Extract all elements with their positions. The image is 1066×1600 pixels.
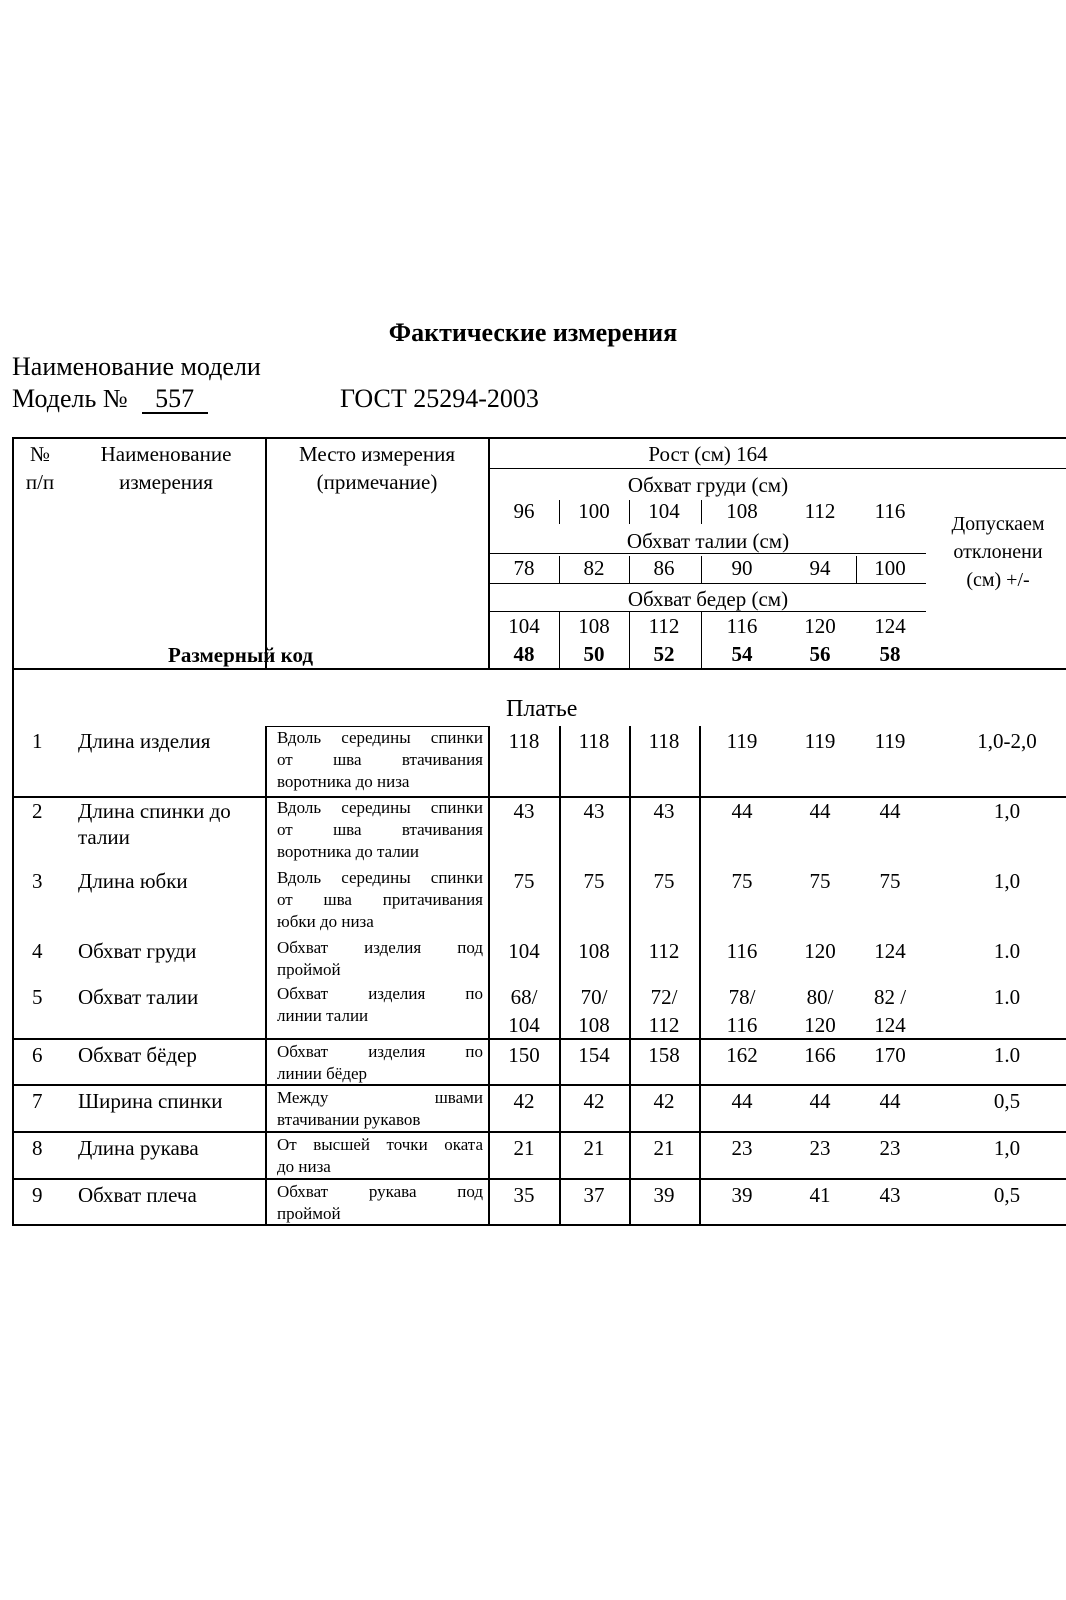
row-value: 44 [809,799,831,823]
row-tolerance: 1,0-2,0 [977,729,1037,753]
row-note: Вдоль середины спинки от шва втачивания воротника до талии [277,798,483,861]
size-code: 52 [653,642,675,666]
row-note: От высшей точки оката до низа [277,1135,483,1176]
row-value: 44 [879,1089,901,1113]
row-tolerance: 0,5 [993,1183,1021,1207]
row-tolerance: 0,5 [993,1089,1021,1113]
row-value: 104 [508,939,540,963]
waist-value: 86 [653,556,675,580]
hips-value: 124 [874,614,906,638]
row-value: 75 [583,869,605,893]
size-code: 54 [731,642,753,666]
header-num: № п/п [25,442,55,494]
row-note: Обхват рукава под проймой [277,1182,483,1223]
header-waist: Обхват талии (см) [626,529,790,553]
row-value: 41 [809,1183,831,1207]
row-separator [265,726,489,727]
row-note: Между швами втачивании рукавов [277,1088,483,1129]
row-value: 42 [583,1089,605,1113]
column-divider [488,726,490,1224]
row-separator [12,1038,1066,1040]
standard-label: ГОСТ 25294-2003 [340,384,539,413]
column-divider [559,726,561,1224]
row-note: Обхват изделия под проймой [277,938,483,979]
row-tolerance: 1.0 [993,939,1021,963]
row-value: 112 [648,1013,680,1037]
chest-value: 96 [513,499,535,523]
waist-value: 78 [513,556,535,580]
row-value: 43 [513,799,535,823]
row-value: 21 [583,1136,605,1160]
row-value: 104 [508,1013,540,1037]
row-value: 44 [879,799,901,823]
row-value: 112 [648,939,680,963]
row-value: 162 [726,1043,758,1067]
row-value: 44 [809,1089,831,1113]
chest-value: 108 [726,499,758,523]
row-note: Вдоль середины спинки от шва втачивания воротника до низа [277,728,483,791]
row-value: 108 [578,1013,610,1037]
row-value: 42 [513,1089,535,1113]
table-bottom-border [12,1224,1066,1226]
header-tolerance: Допускаем отклонени (см) +/- [951,513,1045,591]
hips-value: 104 [508,614,540,638]
row-value: 37 [583,1183,605,1207]
row-number: 4 [32,939,43,963]
row-value: 44 [731,1089,753,1113]
row-value: 72/ [650,985,678,1009]
chest-value: 104 [648,499,680,523]
row-tolerance: 1,0 [993,1136,1021,1160]
waist-value: 82 [583,556,605,580]
page-title: Фактические измерения [388,318,678,347]
row-value: 158 [648,1043,680,1067]
row-value: 44 [731,799,753,823]
row-value: 23 [731,1136,753,1160]
row-measurement-name: Обхват плеча [78,1183,197,1207]
row-value: 75 [879,869,901,893]
row-measurement-name: Длина юбки [78,869,188,893]
row-value: 23 [879,1136,901,1160]
size-code: 58 [879,642,901,666]
header-place: Место измерения (примечание) [298,442,455,494]
row-value: 116 [726,939,758,963]
row-measurement-name: Длина изделия [78,729,211,753]
hips-value: 120 [804,614,836,638]
row-tolerance: 1,0 [993,799,1021,823]
row-measurement-name: Ширина спинки [78,1089,223,1113]
row-separator [12,1084,1066,1086]
row-number: 6 [32,1043,43,1067]
header-hips: Обхват бедер (см) [627,587,789,611]
row-separator [12,796,1066,798]
row-value: 120 [804,939,836,963]
row-value: 108 [578,939,610,963]
table-left-border [12,437,14,1225]
row-value: 43 [879,1183,901,1207]
row-number: 5 [32,985,43,1009]
row-value: 118 [648,729,680,753]
header-height: Рост (см) 164 [648,442,768,466]
header-measurement-name: Наименование измерения [100,442,232,494]
chest-value: 100 [578,499,610,523]
size-code: 48 [513,642,535,666]
model-number-value: 557 [142,386,208,414]
row-note: Вдоль середины спинки от шва притачивания юбки до низа [277,868,483,931]
chest-value: 116 [874,499,906,523]
row-note: Обхват изделия по линии талии [277,984,483,1025]
hips-value: 108 [578,614,610,638]
row-value: 124 [874,939,906,963]
row-value: 120 [804,1013,836,1037]
header-chest: Обхват груди (см) [627,473,789,497]
row-value: 80/ [806,985,834,1009]
row-value: 75 [731,869,753,893]
waist-value: 90 [731,556,753,580]
row-value: 118 [578,729,610,753]
waist-value: 94 [809,556,831,580]
row-value: 39 [653,1183,675,1207]
header-size-code: Размерный код [168,643,313,667]
row-number: 8 [32,1136,43,1160]
row-value: 118 [508,729,540,753]
row-measurement-name: Обхват бёдер [78,1043,197,1067]
row-number: 2 [32,799,43,823]
model-number-label: Модель № [12,384,128,413]
row-number: 1 [32,729,43,753]
row-value: 124 [874,1013,906,1037]
column-divider [265,726,267,1224]
row-value: 21 [653,1136,675,1160]
row-number: 7 [32,1089,43,1113]
waist-value: 100 [874,556,906,580]
row-value: 43 [653,799,675,823]
row-measurement-name: Обхват талии [78,985,199,1009]
row-value: 42 [653,1089,675,1113]
hips-value: 112 [648,614,680,638]
header-bottom-border [12,668,1066,670]
section-label: Платье [506,696,578,722]
row-value: 78/ [728,985,756,1009]
row-value: 23 [809,1136,831,1160]
row-value: 119 [726,729,758,753]
column-divider [629,726,631,1224]
row-tolerance: 1.0 [993,985,1021,1009]
row-value: 154 [578,1043,610,1067]
row-separator [12,1178,1066,1180]
row-value: 116 [726,1013,758,1037]
row-measurement-name: Длина рукава [78,1136,199,1160]
row-value: 170 [874,1043,906,1067]
model-name-label: Наименование модели [12,352,261,381]
row-value: 166 [804,1043,836,1067]
row-number: 9 [32,1183,43,1207]
row-tolerance: 1.0 [993,1043,1021,1067]
row-note: Обхват изделия по линии бёдер [277,1042,483,1083]
column-divider [699,726,701,1224]
waist-label-line [488,583,926,584]
row-value: 82 / [873,985,907,1009]
row-number: 3 [32,869,43,893]
hips-value: 116 [726,614,758,638]
table-top-border [12,437,1066,439]
row-value: 119 [874,729,906,753]
row-value: 75 [653,869,675,893]
row-value: 39 [731,1183,753,1207]
row-separator [12,1131,1066,1133]
row-value: 75 [513,869,535,893]
row-value: 75 [809,869,831,893]
height-row-line [488,468,1066,469]
row-value: 70/ [580,985,608,1009]
model-number-line [12,384,208,414]
size-code: 56 [809,642,831,666]
chest-value: 112 [804,499,836,523]
row-measurement-name: Длина спинки до талии [78,799,231,849]
row-value: 119 [804,729,836,753]
row-value: 150 [508,1043,540,1067]
row-value: 35 [513,1183,535,1207]
row-value: 68/ [510,985,538,1009]
row-measurement-name: Обхват груди [78,939,197,963]
row-value: 21 [513,1136,535,1160]
row-value: 43 [583,799,605,823]
size-code: 50 [583,642,605,666]
row-tolerance: 1,0 [993,869,1021,893]
